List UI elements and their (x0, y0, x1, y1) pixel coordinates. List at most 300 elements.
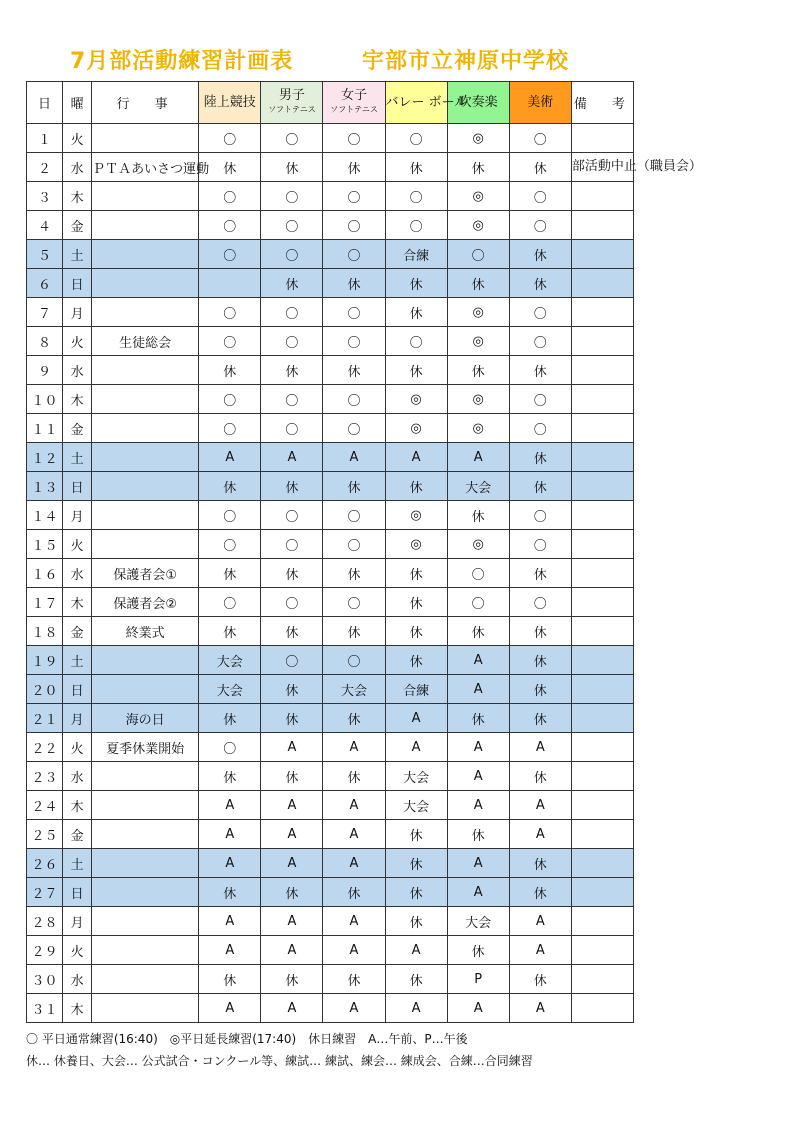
club-status-cell: 〇 (509, 385, 571, 414)
club-status-cell: 〇 (199, 501, 261, 530)
club-status-cell: 〇 (261, 240, 323, 269)
club-status-cell: A (447, 849, 509, 878)
club-status-cell: 〇 (509, 588, 571, 617)
club-status-cell: 〇 (261, 414, 323, 443)
note-cell (571, 733, 633, 762)
club-status-cell: 〇 (261, 298, 323, 327)
club-status-cell: A (447, 443, 509, 472)
club-status-cell: 休 (385, 588, 447, 617)
club-status-cell: ◎ (447, 182, 509, 211)
event-cell (92, 240, 199, 269)
table-row (27, 588, 634, 617)
day-cell: ２８ (27, 907, 63, 936)
club-status-cell: A (323, 936, 385, 965)
club-status-cell: 〇 (323, 501, 385, 530)
table-row (27, 153, 634, 182)
event-cell (92, 472, 199, 501)
weekday-cell: 金 (63, 617, 92, 646)
club-status-cell: 休 (385, 356, 447, 385)
club-status-cell: 休 (199, 878, 261, 907)
table-row (27, 327, 634, 356)
table-row (27, 907, 634, 936)
club-status-cell: A (447, 675, 509, 704)
note-cell (571, 124, 633, 153)
club-status-cell: 休 (323, 965, 385, 994)
club-status-cell: 〇 (323, 298, 385, 327)
club-status-cell: 〇 (199, 327, 261, 356)
club-status-cell: 休 (261, 965, 323, 994)
club-status-cell: 〇 (509, 501, 571, 530)
club-status-cell: 休 (261, 617, 323, 646)
club-status-cell: 〇 (199, 530, 261, 559)
day-cell: ２４ (27, 791, 63, 820)
weekday-cell: 月 (63, 907, 92, 936)
club-status-cell: A (323, 791, 385, 820)
club-status-cell: 休 (261, 878, 323, 907)
event-cell (92, 414, 199, 443)
header-club (509, 82, 571, 124)
table-row (27, 820, 634, 849)
club-status-cell: 〇 (199, 211, 261, 240)
day-cell: ６ (27, 269, 63, 298)
note-cell (571, 385, 633, 414)
event-cell (92, 878, 199, 907)
club-name: バレー ボール (385, 94, 468, 110)
table-row (27, 559, 634, 588)
club-status-cell: 〇 (509, 298, 571, 327)
weekday-cell: 日 (63, 878, 92, 907)
day-cell: １０ (27, 385, 63, 414)
club-status-cell: 大会 (385, 762, 447, 791)
table-row (27, 182, 634, 211)
club-status-cell: 〇 (199, 414, 261, 443)
club-status-cell: 休 (509, 617, 571, 646)
club-status-cell: 〇 (323, 124, 385, 153)
club-status-cell: 休 (385, 298, 447, 327)
event-cell (92, 385, 199, 414)
club-status-cell: A (509, 733, 571, 762)
day-cell: ２５ (27, 820, 63, 849)
header-note: 備 考 (571, 82, 633, 124)
club-status-cell: 〇 (199, 240, 261, 269)
event-cell (92, 907, 199, 936)
table-row (27, 965, 634, 994)
club-status-cell: A (509, 820, 571, 849)
weekday-cell: 火 (63, 936, 92, 965)
day-cell: １ (27, 124, 63, 153)
note-cell (571, 791, 633, 820)
day-cell: ２７ (27, 878, 63, 907)
club-status-cell: A (261, 791, 323, 820)
club-subname: ソフトテニス (268, 104, 316, 114)
club-status-cell: 休 (323, 472, 385, 501)
weekday-cell: 日 (63, 472, 92, 501)
club-status-cell: A (447, 762, 509, 791)
note-cell (571, 646, 633, 675)
club-status-cell: 〇 (509, 530, 571, 559)
weekday-cell: 木 (63, 182, 92, 211)
table-row (27, 472, 634, 501)
club-status-cell: 〇 (447, 588, 509, 617)
club-name: 吹奏楽 (458, 94, 498, 110)
weekday-cell: 土 (63, 443, 92, 472)
table-body (27, 124, 702, 1023)
table-row (27, 414, 634, 443)
note-cell (571, 704, 633, 733)
legend-line-2: 休… 休養日、大会… 公式試合・コンクール等、練試… 練試、練会… 練成会、合練…合同練習 (26, 1054, 533, 1068)
table-row (27, 269, 634, 298)
note-cell (571, 588, 633, 617)
club-status-cell: 〇 (261, 530, 323, 559)
club-name: 女子 (340, 87, 367, 103)
club-status-cell: 休 (385, 849, 447, 878)
club-status-cell: 休 (509, 153, 571, 182)
note-cell (571, 356, 633, 385)
table-row (27, 443, 634, 472)
table-row (27, 240, 634, 269)
note-cell (571, 443, 633, 472)
club-status-cell: 〇 (323, 182, 385, 211)
club-status-cell: 〇 (509, 211, 571, 240)
header-club (385, 82, 468, 124)
club-status-cell: A (261, 443, 323, 472)
club-status-cell: 休 (447, 269, 509, 298)
club-status-cell: 休 (509, 675, 571, 704)
note-cell (571, 559, 633, 588)
day-cell: １９ (27, 646, 63, 675)
club-status-cell: 〇 (261, 588, 323, 617)
event-cell (92, 298, 199, 327)
club-status-cell: A (323, 907, 385, 936)
club-status-cell: 休 (261, 472, 323, 501)
day-cell: ７ (27, 298, 63, 327)
club-status-cell: A (447, 994, 509, 1023)
club-status-cell: A (261, 733, 323, 762)
club-status-cell: ◎ (447, 414, 509, 443)
weekday-cell: 土 (63, 240, 92, 269)
club-status-cell: A (199, 994, 261, 1023)
event-cell (92, 994, 199, 1023)
club-status-cell: 〇 (261, 182, 323, 211)
club-status-cell: 休 (199, 559, 261, 588)
club-status-cell: ◎ (447, 124, 509, 153)
club-status-cell: ◎ (447, 298, 509, 327)
table-row (27, 733, 634, 762)
weekday-cell: 土 (63, 849, 92, 878)
table-row (27, 298, 634, 327)
weekday-cell: 水 (63, 153, 92, 182)
club-status-cell: 合練 (385, 675, 447, 704)
club-status-cell: 〇 (323, 530, 385, 559)
note-cell (571, 820, 633, 849)
club-status-cell: 休 (323, 269, 385, 298)
event-cell (92, 356, 199, 385)
table-row (27, 791, 634, 820)
weekday-cell: 火 (63, 124, 92, 153)
club-status-cell: 〇 (199, 298, 261, 327)
day-cell: １３ (27, 472, 63, 501)
club-status-cell: 休 (447, 501, 509, 530)
table-row (27, 878, 634, 907)
note-cell (571, 936, 633, 965)
club-status-cell: 休 (509, 269, 571, 298)
table-row (27, 356, 634, 385)
club-status-cell: 〇 (199, 182, 261, 211)
event-cell: 夏季休業開始 (92, 733, 199, 762)
weekday-cell: 木 (63, 385, 92, 414)
club-status-cell: A (385, 733, 447, 762)
club-status-cell: A (261, 936, 323, 965)
club-status-cell: 休 (323, 356, 385, 385)
note-cell (571, 878, 633, 907)
table-row (27, 704, 634, 733)
club-status-cell: 大会 (447, 472, 509, 501)
club-status-cell: 休 (509, 646, 571, 675)
club-status-cell: 休 (261, 762, 323, 791)
club-status-cell: 休 (385, 965, 447, 994)
club-status-cell: 休 (447, 153, 509, 182)
event-cell (92, 211, 199, 240)
club-status-cell: A (323, 994, 385, 1023)
note-cell (571, 965, 633, 994)
table-row (27, 124, 634, 153)
header-day: 日 (27, 82, 63, 124)
club-status-cell: A (199, 820, 261, 849)
club-status-cell: 休 (261, 356, 323, 385)
club-status-cell: 休 (199, 617, 261, 646)
club-name: 美術 (527, 94, 554, 110)
day-cell: ２ (27, 153, 63, 182)
club-status-cell: 休 (385, 269, 447, 298)
weekday-cell: 日 (63, 675, 92, 704)
event-cell (92, 182, 199, 211)
club-status-cell: 〇 (447, 559, 509, 588)
note-cell (571, 675, 633, 704)
club-status-cell: A (199, 936, 261, 965)
club-status-cell: 〇 (447, 240, 509, 269)
weekday-cell: 金 (63, 820, 92, 849)
event-cell (92, 849, 199, 878)
club-status-cell: 休 (509, 356, 571, 385)
club-status-cell: 休 (509, 559, 571, 588)
club-status-cell: ◎ (385, 530, 447, 559)
day-cell: ２６ (27, 849, 63, 878)
event-cell (92, 791, 199, 820)
weekday-cell: 水 (63, 559, 92, 588)
club-status-cell: 休 (323, 617, 385, 646)
club-status-cell: 休 (447, 936, 509, 965)
club-status-cell: 休 (509, 762, 571, 791)
day-cell: ３１ (27, 994, 63, 1023)
note-cell: 部活動中止（職員会） (571, 153, 633, 182)
club-status-cell: 合練 (385, 240, 447, 269)
club-status-cell: ◎ (385, 385, 447, 414)
weekday-cell: 金 (63, 211, 92, 240)
weekday-cell: 火 (63, 733, 92, 762)
club-name: 男子 (278, 87, 305, 103)
day-cell: １８ (27, 617, 63, 646)
day-cell: ５ (27, 240, 63, 269)
club-status-cell: A (385, 994, 447, 1023)
club-status-cell: A (199, 849, 261, 878)
table-row (27, 936, 634, 965)
event-cell: 保護者会① (92, 559, 199, 588)
day-cell: １２ (27, 443, 63, 472)
note-cell (571, 182, 633, 211)
club-status-cell: ◎ (447, 211, 509, 240)
club-status-cell: A (323, 443, 385, 472)
note-cell (571, 327, 633, 356)
club-status-cell: 休 (447, 820, 509, 849)
club-status-cell: 〇 (323, 327, 385, 356)
weekday-cell: 火 (63, 530, 92, 559)
event-cell (92, 501, 199, 530)
table-row (27, 994, 634, 1023)
club-status-cell: A (385, 704, 447, 733)
club-status-cell: 休 (261, 153, 323, 182)
note-cell (571, 501, 633, 530)
weekday-cell: 木 (63, 994, 92, 1023)
table-row (27, 849, 634, 878)
club-status-cell: 休 (447, 356, 509, 385)
header-club (323, 82, 385, 124)
club-status-cell: 〇 (261, 124, 323, 153)
weekday-cell: 水 (63, 356, 92, 385)
table-row (27, 617, 634, 646)
weekday-cell: 水 (63, 965, 92, 994)
event-cell (92, 530, 199, 559)
club-status-cell: A (509, 791, 571, 820)
club-status-cell: 休 (509, 878, 571, 907)
day-cell: ２２ (27, 733, 63, 762)
table-row (27, 211, 634, 240)
club-status-cell: 休 (199, 762, 261, 791)
club-status-cell: A (385, 443, 447, 472)
note-cell (571, 617, 633, 646)
event-cell (92, 675, 199, 704)
day-cell: ４ (27, 211, 63, 240)
club-status-cell: 〇 (323, 646, 385, 675)
event-cell (92, 820, 199, 849)
club-name: 陸上競技 (203, 94, 256, 110)
note-cell (571, 907, 633, 936)
club-status-cell: 休 (261, 675, 323, 704)
club-status-cell: A (509, 907, 571, 936)
note-cell (571, 530, 633, 559)
weekday-cell: 日 (63, 269, 92, 298)
weekday-cell: 金 (63, 414, 92, 443)
day-cell: １４ (27, 501, 63, 530)
club-status-cell: 休 (385, 153, 447, 182)
event-cell (92, 762, 199, 791)
club-status-cell: A (261, 820, 323, 849)
club-status-cell: A (261, 907, 323, 936)
header-club (199, 82, 261, 124)
event-cell (92, 936, 199, 965)
club-status-cell: A (261, 849, 323, 878)
table-row (27, 501, 634, 530)
day-cell: １１ (27, 414, 63, 443)
note-cell (571, 994, 633, 1023)
club-status-cell: 休 (323, 762, 385, 791)
event-cell (92, 269, 199, 298)
day-cell: １６ (27, 559, 63, 588)
club-status-cell: A (509, 994, 571, 1023)
day-cell: ２３ (27, 762, 63, 791)
club-status-cell: 〇 (261, 211, 323, 240)
club-status-cell: 大会 (199, 646, 261, 675)
club-status-cell: 〇 (323, 414, 385, 443)
day-cell: ８ (27, 327, 63, 356)
note-cell (571, 762, 633, 791)
event-cell: 海の日 (92, 704, 199, 733)
club-status-cell: 休 (509, 965, 571, 994)
club-status-cell: ◎ (447, 530, 509, 559)
club-status-cell: 〇 (323, 385, 385, 414)
club-status-cell: 休 (447, 617, 509, 646)
club-status-cell: 休 (385, 878, 447, 907)
event-cell (92, 646, 199, 675)
club-status-cell: 〇 (323, 588, 385, 617)
club-status-cell: 休 (323, 704, 385, 733)
weekday-cell: 月 (63, 501, 92, 530)
day-cell: ２０ (27, 675, 63, 704)
club-status-cell: 〇 (385, 182, 447, 211)
club-status-cell: A (509, 936, 571, 965)
club-status-cell: 〇 (199, 588, 261, 617)
club-status-cell: 大会 (385, 791, 447, 820)
note-cell (571, 414, 633, 443)
club-status-cell: 〇 (261, 385, 323, 414)
day-cell: ２９ (27, 936, 63, 965)
day-cell: ２１ (27, 704, 63, 733)
legend-line-1: 〇 平日通常練習(16:40) ◎平日延長練習(17:40) 休日練習 A…午前、P…午後 (26, 1032, 468, 1046)
club-status-cell: 〇 (385, 211, 447, 240)
club-subname: ソフトテニス (330, 104, 378, 114)
club-status-cell: 大会 (199, 675, 261, 704)
club-status-cell: 休 (261, 559, 323, 588)
club-status-cell: 休 (199, 965, 261, 994)
club-status-cell: 〇 (261, 327, 323, 356)
weekday-cell: 月 (63, 298, 92, 327)
club-status-cell: 休 (323, 153, 385, 182)
club-status-cell: A (447, 646, 509, 675)
note-cell (571, 240, 633, 269)
club-status-cell: A (447, 733, 509, 762)
club-status-cell: A (199, 907, 261, 936)
note-cell (571, 849, 633, 878)
weekday-cell: 木 (63, 791, 92, 820)
club-status-cell: 休 (323, 559, 385, 588)
club-status-cell: 〇 (199, 733, 261, 762)
note-cell (571, 472, 633, 501)
club-status-cell: 休 (261, 704, 323, 733)
club-status-cell: P (447, 965, 509, 994)
club-status-cell: A (199, 791, 261, 820)
club-status-cell: A (323, 849, 385, 878)
schedule-title: 7月部活動練習計画表 (70, 49, 294, 74)
club-status-cell: 休 (385, 472, 447, 501)
club-status-cell: 休 (509, 704, 571, 733)
note-cell (571, 298, 633, 327)
table-row (27, 646, 634, 675)
day-cell: ３ (27, 182, 63, 211)
club-status-cell: 〇 (323, 211, 385, 240)
note-cell (571, 211, 633, 240)
day-cell: １７ (27, 588, 63, 617)
event-cell (92, 443, 199, 472)
club-status-cell: 〇 (261, 646, 323, 675)
